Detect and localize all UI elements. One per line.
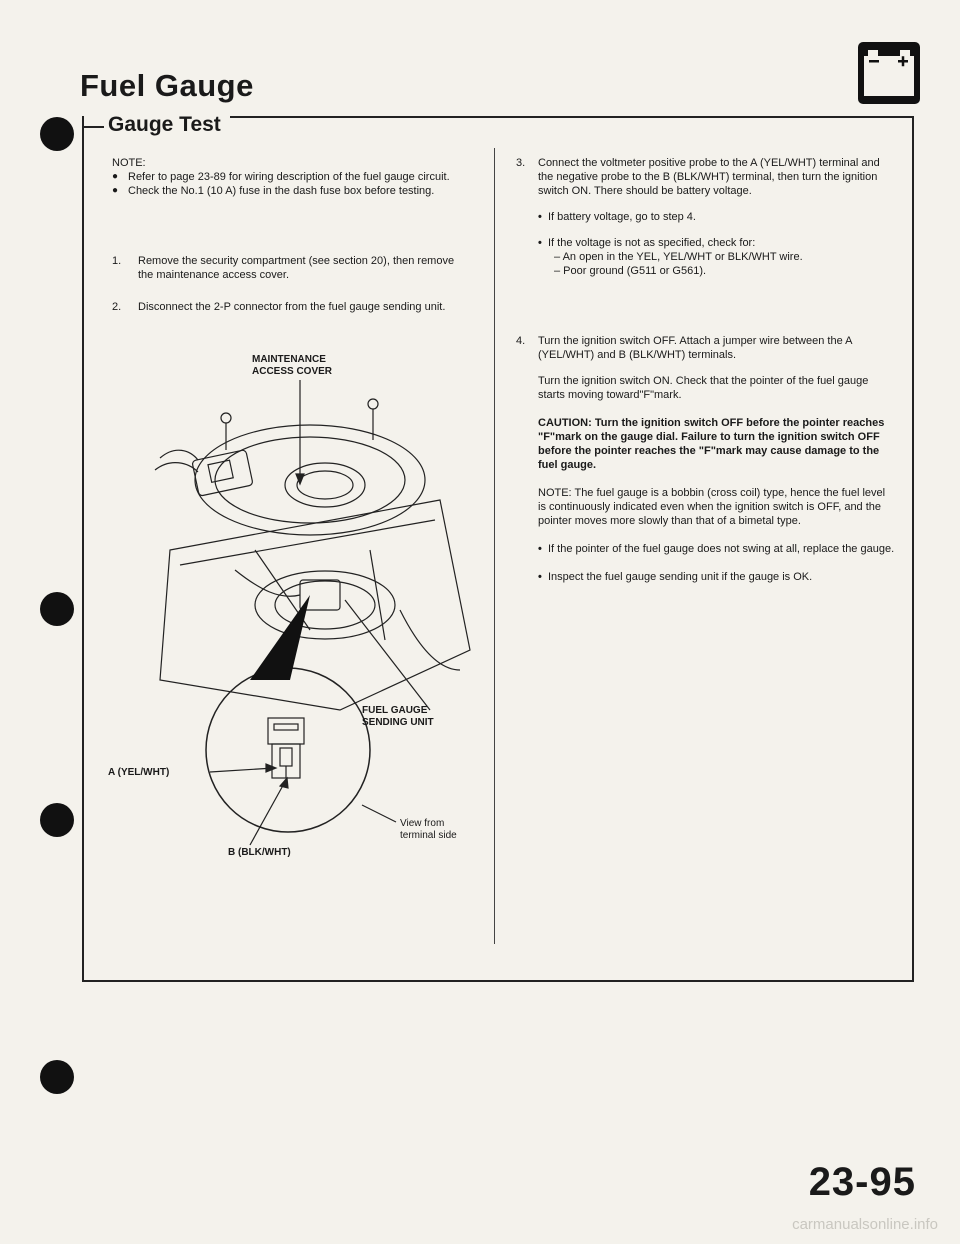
step-number: 4. xyxy=(516,335,526,347)
label-maintenance: MAINTENANCE xyxy=(252,354,326,365)
note-item: ● Refer to page 23-89 for wiring description of the fuel gauge circuit. xyxy=(128,170,472,184)
check-item: • If the pointer of the fuel gauge does not swing at all, replace the gauge. xyxy=(548,542,896,556)
step-text: Turn the ignition switch ON. Check that the pointer of the fuel gauge starts moving toward"F"mark. xyxy=(538,375,869,401)
page-number: 23-95 xyxy=(808,1160,916,1204)
label-sending-unit: SENDING UNIT xyxy=(362,717,434,728)
step-text: Remove the security compartment (see section 20), then remove the maintenance access cover. xyxy=(138,255,455,281)
note-block xyxy=(112,156,472,198)
step-text: Turn the ignition switch OFF. Attach a jumper wire between the A (YEL/WHT) and B (BLK/WHT) terminals. xyxy=(538,335,852,361)
note-label: NOTE: xyxy=(112,157,146,169)
caution-text: CAUTION: Turn the ignition switch OFF before the pointer reaches "F"mark on the gauge dial. Failure to turn the ignition switch OFF before the pointer reaches the "F"mark may cause damage to the fuel gauge. xyxy=(538,417,885,471)
step-1 xyxy=(112,254,472,282)
label-terminal-a: A (YEL/WHT) xyxy=(108,767,170,778)
sending-unit-diagram xyxy=(108,350,480,870)
diagram-illustration xyxy=(140,350,480,870)
punch-hole xyxy=(40,803,74,837)
step-text: Disconnect the 2-P connector from the fuel gauge sending unit. xyxy=(138,301,446,313)
battery-icon xyxy=(858,42,920,104)
note-text: NOTE: The fuel gauge is a bobbin (cross coil) type, hence the fuel level is continuously indicated even when the ignition switch is OFF, and the pointer moves more slowly than that of a bimetal type. xyxy=(538,487,886,527)
check-item: • If the voltage is not as specified, check for: xyxy=(548,236,896,250)
column-divider xyxy=(494,148,495,944)
step-3 xyxy=(516,156,896,278)
section-title: Gauge Test xyxy=(104,113,225,137)
check-item: • Inspect the fuel gauge sending unit if the gauge is OK. xyxy=(548,570,896,584)
step-4 xyxy=(516,334,896,584)
label-terminal-side: terminal side xyxy=(400,830,457,841)
step-number: 1. xyxy=(112,255,122,267)
punch-hole xyxy=(40,592,74,626)
label-terminal-b: B (BLK/WHT) xyxy=(228,847,291,858)
note-item: ● Check the No.1 (10 A) fuse in the dash fuse box before testing. xyxy=(128,184,472,198)
section-rule xyxy=(82,126,104,128)
punch-hole xyxy=(40,117,74,151)
check-item: • If battery voltage, go to step 4. xyxy=(548,210,896,224)
step-text: Connect the voltmeter positive probe to the A (YEL/WHT) terminal and the negative probe to the B (BLK/WHT) terminal, then turn the ignition switch ON. There should be battery voltage. xyxy=(538,157,880,197)
step-number: 2. xyxy=(112,301,122,313)
watermark: carmanualsonline.info xyxy=(792,1216,938,1233)
step-number: 3. xyxy=(516,157,526,169)
check-subitem: – Poor ground (G511 or G561). xyxy=(554,265,707,277)
punch-hole xyxy=(40,1060,74,1094)
step-2 xyxy=(112,300,472,314)
frame-top-rule xyxy=(230,116,912,118)
page-title: Fuel Gauge xyxy=(80,68,254,103)
check-subitem: – An open in the YEL, YEL/WHT or BLK/WHT wire. xyxy=(554,251,803,263)
label-access-cover: ACCESS COVER xyxy=(252,366,333,377)
label-view-from: View from xyxy=(400,818,445,829)
label-fuel-gauge: FUEL GAUGE xyxy=(362,705,428,716)
